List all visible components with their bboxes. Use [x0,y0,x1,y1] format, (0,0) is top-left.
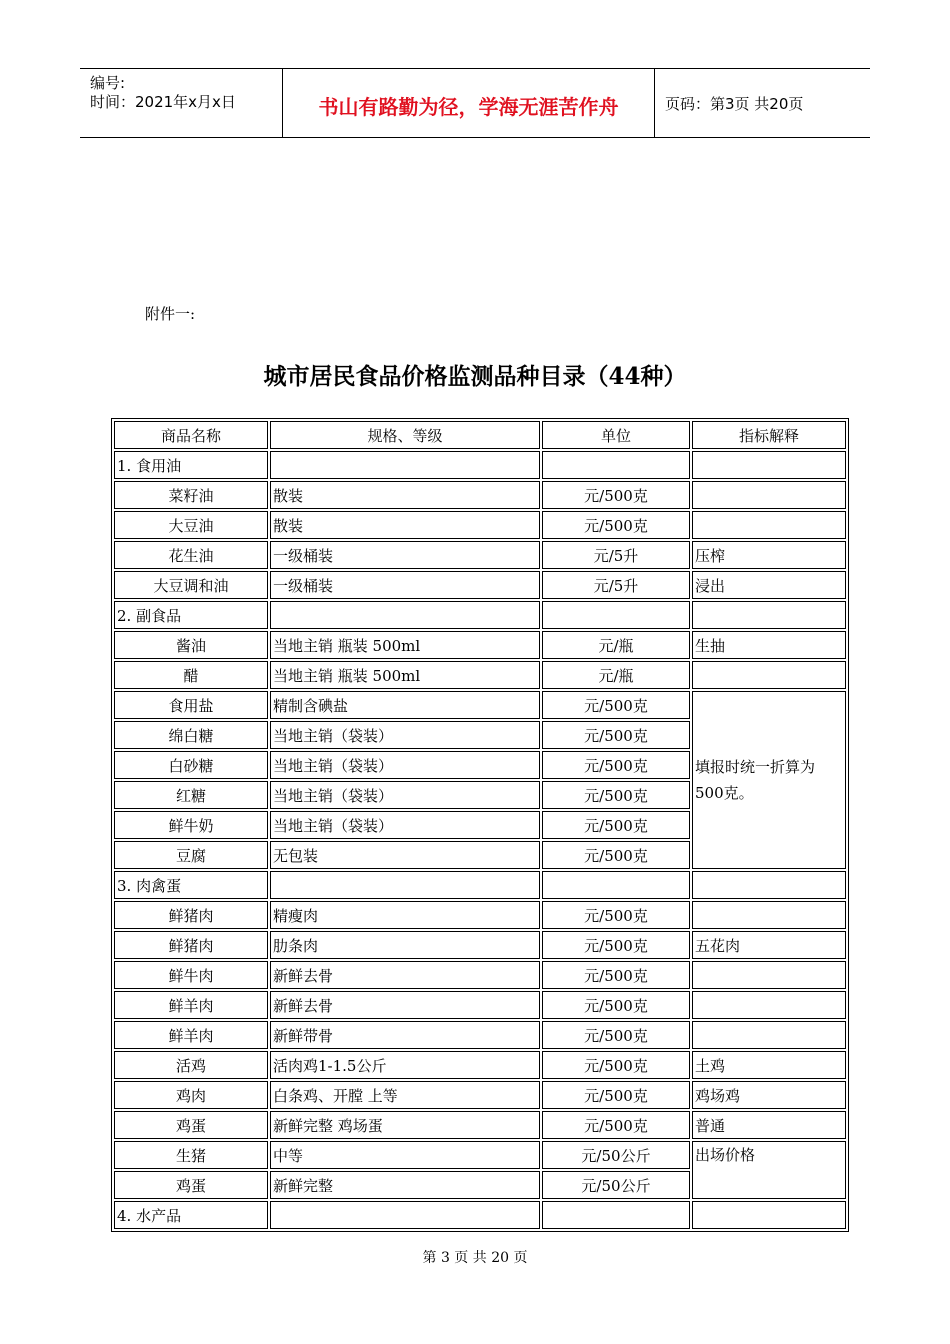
item-notes-cell: 压榨 [692,541,846,569]
header-motto-cell [283,69,655,137]
item-unit-cell: 元/500克 [542,811,690,839]
item-spec-cell: 新鲜带骨 [270,1021,540,1049]
item-name-cell: 红糖 [114,781,268,809]
header-cell-name: 商品名称 [114,421,268,449]
item-unit-cell: 元/500克 [542,901,690,929]
empty-cell [692,871,846,899]
item-unit-cell: 元/50公斤 [542,1171,690,1199]
item-name-cell: 豆腐 [114,841,268,869]
header-cell-unit: 单位 [542,421,690,449]
item-notes-cell [692,961,846,989]
item-unit-cell: 元/瓶 [542,631,690,659]
table-row [114,481,846,509]
item-spec-cell: 中等 [270,1141,540,1169]
item-unit-cell: 元/500克 [542,691,690,719]
table-row [114,1081,846,1109]
table-header-row [114,421,846,449]
item-name-cell: 大豆油 [114,511,268,539]
item-spec-cell: 散装 [270,481,540,509]
empty-cell [692,601,846,629]
item-notes-cell: 普通 [692,1111,846,1139]
empty-cell [692,1201,846,1229]
item-spec-cell: 精制含碘盐 [270,691,540,719]
empty-cell [270,601,540,629]
item-unit-cell: 元/500克 [542,1081,690,1109]
table-row [114,661,846,689]
document-title: 城市居民食品价格监测品种目录（44种） [263,363,687,390]
table-row [114,931,846,959]
table-section-row [114,451,846,479]
item-spec-cell: 精瘦肉 [270,901,540,929]
item-name-cell: 鲜牛奶 [114,811,268,839]
item-spec-cell: 新鲜完整 鸡场蛋 [270,1111,540,1139]
item-spec-cell: 当地主销（袋装） [270,781,540,809]
table-row [114,511,846,539]
table-row [114,691,846,719]
item-notes-cell: 浸出 [692,571,846,599]
item-notes-cell: 出场价格 [692,1141,846,1199]
table-row [114,961,846,989]
empty-cell [270,1201,540,1229]
empty-cell [270,871,540,899]
item-name-cell: 鸡蛋 [114,1171,268,1199]
item-notes-cell: 五花肉 [692,931,846,959]
item-notes-cell [692,661,846,689]
item-unit-cell: 元/瓶 [542,661,690,689]
item-unit-cell: 元/500克 [542,961,690,989]
item-unit-cell: 元/500克 [542,481,690,509]
item-unit-cell: 元/500克 [542,1021,690,1049]
item-name-cell: 菜籽油 [114,481,268,509]
table-row [114,571,846,599]
item-notes-cell [692,511,846,539]
table-row [114,901,846,929]
item-name-cell: 活鸡 [114,1051,268,1079]
empty-cell [542,1201,690,1229]
table-section-row [114,1201,846,1229]
empty-cell [270,451,540,479]
section-title: 2. 副食品 [114,601,268,629]
table-row [114,631,846,659]
table-row [114,1141,846,1169]
item-unit-cell: 元/500克 [542,841,690,869]
item-spec-cell: 散装 [270,511,540,539]
item-spec-cell: 一级桶装 [270,571,540,599]
item-name-cell: 酱油 [114,631,268,659]
attachment-label: 附件一: [145,305,196,323]
document-time-label: 时间：2021年x月x日 [90,93,236,111]
item-spec-cell: 新鲜去骨 [270,991,540,1019]
item-spec-cell: 新鲜完整 [270,1171,540,1199]
empty-cell [692,451,846,479]
page-footer: 第 3 页 共 20 页 [422,1250,528,1266]
item-notes-cell [692,481,846,509]
item-unit-cell: 元/500克 [542,991,690,1019]
empty-cell [542,451,690,479]
header-page-cell [655,69,870,137]
item-name-cell: 鸡蛋 [114,1111,268,1139]
item-notes-cell: 填报时统一折算为500克。 [692,691,846,869]
item-unit-cell: 元/500克 [542,1051,690,1079]
item-spec-cell: 新鲜去骨 [270,961,540,989]
item-spec-cell: 活肉鸡1-1.5公斤 [270,1051,540,1079]
item-name-cell: 鲜牛肉 [114,961,268,989]
item-unit-cell: 元/500克 [542,511,690,539]
item-unit-cell: 元/50公斤 [542,1141,690,1169]
item-spec-cell: 一级桶装 [270,541,540,569]
item-notes-cell: 鸡场鸡 [692,1081,846,1109]
item-spec-cell: 当地主销（袋装） [270,751,540,779]
table-row [114,991,846,1019]
item-notes-cell: 土鸡 [692,1051,846,1079]
item-name-cell: 鲜猪肉 [114,901,268,929]
item-name-cell: 白砂糖 [114,751,268,779]
item-unit-cell: 元/500克 [542,1111,690,1139]
item-unit-cell: 元/500克 [542,781,690,809]
item-unit-cell: 元/5升 [542,571,690,599]
empty-cell [542,871,690,899]
section-title: 1. 食用油 [114,451,268,479]
document-number-label: 编号: [90,74,126,92]
item-unit-cell: 元/500克 [542,721,690,749]
table-row [114,1051,846,1079]
item-spec-cell: 当地主销 瓶装 500ml [270,631,540,659]
empty-cell [542,601,690,629]
item-unit-cell: 元/5升 [542,541,690,569]
item-spec-cell: 白条鸡、开膛 上等 [270,1081,540,1109]
table-row [114,1111,846,1139]
item-unit-cell: 元/500克 [542,751,690,779]
item-name-cell: 生猪 [114,1141,268,1169]
price-monitoring-table [111,418,849,1232]
item-notes-cell [692,901,846,929]
table-row [114,1021,846,1049]
item-name-cell: 鲜猪肉 [114,931,268,959]
table-body [114,451,846,1229]
page-header [80,68,870,138]
item-name-cell: 花生油 [114,541,268,569]
table-section-row [114,871,846,899]
item-notes-cell: 生抽 [692,631,846,659]
item-name-cell: 鲜羊肉 [114,1021,268,1049]
item-name-cell: 绵白糖 [114,721,268,749]
table-row [114,541,846,569]
item-name-cell: 鸡肉 [114,1081,268,1109]
item-name-cell: 醋 [114,661,268,689]
item-notes-cell [692,991,846,1019]
item-unit-cell: 元/500克 [542,931,690,959]
header-cell-notes: 指标解释 [692,421,846,449]
item-name-cell: 鲜羊肉 [114,991,268,1019]
item-name-cell: 食用盐 [114,691,268,719]
section-title: 4. 水产品 [114,1201,268,1229]
header-page-number: 页码：第3页 共20页 [665,95,804,113]
item-name-cell: 大豆调和油 [114,571,268,599]
item-spec-cell: 无包装 [270,841,540,869]
header-motto: 书山有路勤为径，学海无涯苦作舟 [318,95,619,119]
header-cell-spec: 规格、等级 [270,421,540,449]
section-title: 3. 肉禽蛋 [114,871,268,899]
item-spec-cell: 肋条肉 [270,931,540,959]
item-spec-cell: 当地主销 瓶装 500ml [270,661,540,689]
header-meta-cell [80,69,283,137]
item-spec-cell: 当地主销（袋装） [270,811,540,839]
table-section-row [114,601,846,629]
item-notes-cell [692,1021,846,1049]
item-spec-cell: 当地主销（袋装） [270,721,540,749]
